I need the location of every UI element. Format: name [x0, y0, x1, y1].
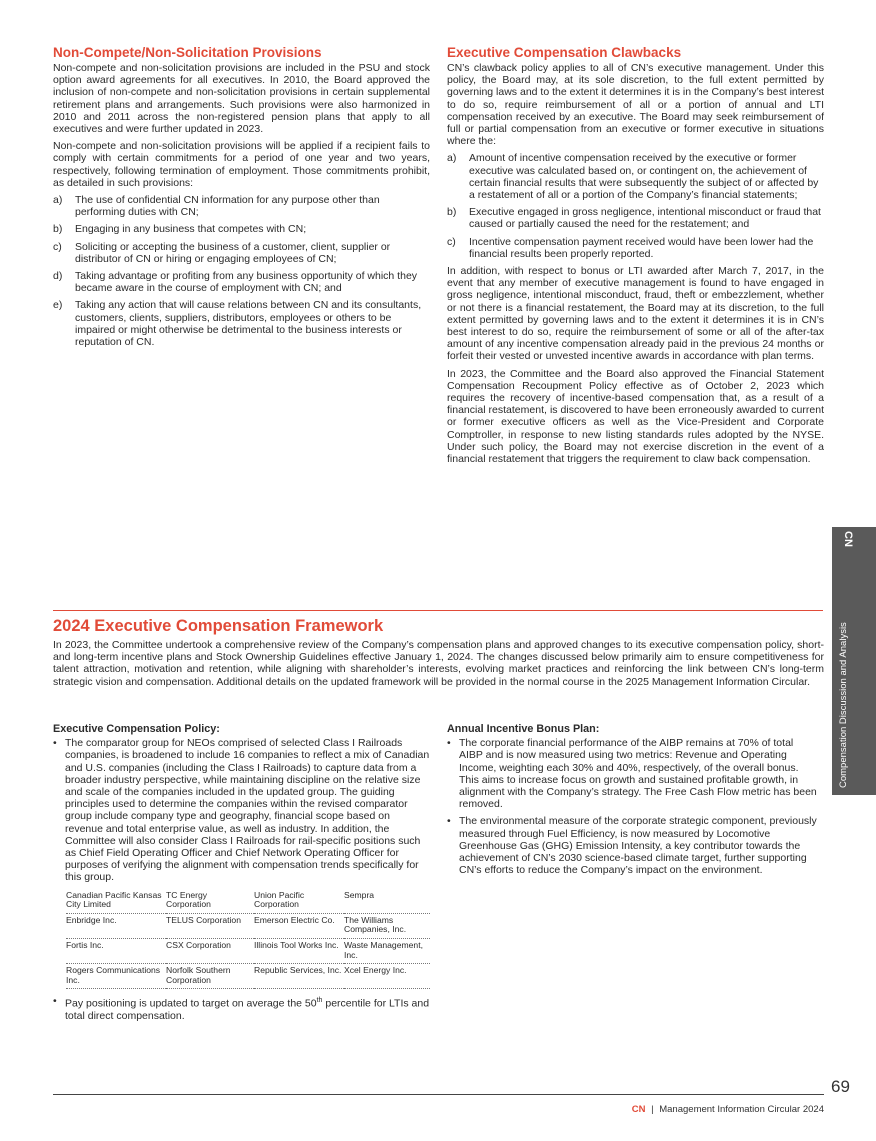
footer-rule: [53, 1094, 824, 1095]
bullet-icon: •: [447, 815, 451, 828]
footer-brand: CN: [631, 1104, 646, 1115]
table-cell: Waste Management, Inc.: [344, 939, 430, 964]
bullet-icon: •: [447, 737, 451, 750]
list-item: [447, 152, 824, 201]
table-cell: Rogers Communications Inc.: [66, 964, 166, 989]
list-item-text: The comparator group for NEOs comprised of selected Class I Railroads companies, is broadened to include 16 companies to reflect a mix of Canadian and U.S. companies (including the Class I Railroads) to capture data from a broader industry perspective, while maintaining discipline on the relative size and scale of the companies included in the updated group. The guiding principles used to determine the companies within the revised comparator group include company type and geography, financial scope based on revenue and total enterprise value, as well as industry. In addition, the Committee will also consider Class I Railroads for rail-specific positions such as Chief Field Operating Officer and Chief Network Operating Officer for purposes of verifying the alignment with compensation trends specifically for this group.: [65, 737, 430, 884]
table-cell: Sempra: [344, 889, 430, 914]
clawbacks-list: [447, 152, 824, 260]
framework-intro: In 2023, the Committee undertook a comprehensive review of the Company’s compensation plans and approved changes to its executive compensation policy, short- and long-term incentive plans and Stock Ownership Guidelines effective January 1, 2024. The changes discussed below primarily aim to ensure competitiveness for talent attraction, motivation and retention, while aligning with shareholder’s interests, evolving market practices and reinforcing the link between CN’s long-term strategic vision and compensation. Additional details on the updated framework will be provided in the normal course in the 2025 Management Information Circular.: [53, 639, 824, 688]
list-item: [53, 223, 430, 235]
clawbacks-heading: Executive Compensation Clawbacks: [447, 45, 682, 60]
policy-bullets: [53, 737, 430, 883]
footer-document-title: Management Information Circular 2024: [659, 1104, 824, 1115]
list-item: [53, 270, 430, 294]
list-item-text: Taking any action that will cause relations between CN and its consultants, customers, clients, suppliers, distributors, employees or others to be impaired or might otherwise be detrimental to the business interests or reputation of CN.: [75, 299, 422, 349]
list-item: [447, 737, 817, 810]
list-marker: b): [447, 206, 457, 219]
table-cell: Emerson Electric Co.: [254, 913, 344, 938]
policy-section: [53, 723, 430, 1027]
table-cell: Fortis Inc.: [66, 939, 166, 964]
aibp-section: [447, 723, 817, 881]
sidebar-section-label: Compensation Discussion and Analysis: [838, 622, 849, 788]
table-cell: Union Pacific Corporation: [254, 889, 344, 914]
bullet-icon: •: [53, 737, 57, 750]
non-compete-paragraph-2: Non-compete and non-solicitation provisions will be applied if a recipient fails to comply with certain commitments for a period of one year and two years, respectively, following termination of employment. Those commitments prohibit, as detailed in such provisions:: [53, 140, 430, 189]
clawbacks-section: [447, 45, 824, 470]
table-row: [66, 939, 430, 964]
table-cell: CSX Corporation: [166, 939, 254, 964]
list-item-text: Executive engaged in gross negligence, intentional misconduct or fraud that caused or partially caused the need for the restatement; and: [469, 206, 821, 231]
clawbacks-paragraph-1: CN’s clawback policy applies to all of CN’s executive management. Under this policy, the Board may, at its sole discretion, to the full extent permitted by governing laws and to the extent it determines it is in the Company’s best interest to do so, require reimbursement of all or a portion of annual and LTI compensation received by an executive. The Board may seek reimbursement of full or partial compensation from an executive or former executive in situations where the:: [447, 62, 824, 148]
list-item-text: Engaging in any business that competes with CN;: [75, 223, 307, 236]
footer-separator: |: [651, 1104, 654, 1115]
list-item: [53, 299, 430, 348]
list-item-text: The corporate financial performance of the AIBP remains at 70% of total AIBP and is now measured using two metrics: Revenue and Operating Income, weighting each 30% and 40%, respectively, of the overall bonus. This aims to increase focus on growth and sustained profitable growth, in alignment with the Company’s strategy. The Free Cash Flow metric has been removed.: [459, 737, 817, 811]
superscript: th: [316, 997, 323, 1005]
non-compete-paragraph-1: Non-compete and non-solicitation provisions are included in the PSU and stock option award agreements for all executives. In 2010, the Board approved the inclusion of non-compete and non-solicitation provisions in certain supplemental retirement plans and arrangements. Such provisions were also harmonized in 2010 and 2011 across the non-registered pension plans that apply to all executives and were further updated in 2023.: [53, 62, 430, 136]
non-compete-list: [53, 194, 430, 348]
list-item-text: percentile for LTIs and total direct compensation.: [65, 997, 430, 1023]
aibp-heading: Annual Incentive Bonus Plan:: [447, 723, 600, 735]
clawbacks-paragraph-2: In addition, with respect to bonus or LTI awarded after March 7, 2017, in the event that any member of executive management is found to have engaged in gross negligence, intentional misconduct, fraud, theft or embezzlement, whether or not there is a financial restatement, the Board may at its discretion, to the full extent permitted by governing laws and to the extent it determines it is in CN’s best interest to do so, require the reimbursement of some or all of the after-tax amount of any incentive compensation already paid in the previous 24 months or forfeit their vested or unvested incentive awards in accordance with plan terms.: [447, 265, 824, 363]
policy-heading: Executive Compensation Policy:: [53, 723, 220, 735]
bullet-icon: •: [53, 995, 57, 1008]
list-item-text: Incentive compensation payment received would have been lower had the financial results been properly reported.: [469, 235, 814, 260]
list-marker: d): [53, 270, 63, 283]
clawbacks-paragraph-3: In 2023, the Committee and the Board also approved the Financial Statement Compensation Recoupment Policy effective as of October 2, 2023 which requires the recovery of incentive-based compensation that, as a result of a financial restatement, is discovered to have been erroneously awarded to current or former executive officers as well as the Vice-President and Corporate Comptroller, in response to new listing standards rules adopted by the NYSE. Under such policy, the Board may not exercise discretion in the event of a financial restatement that triggers the requirement to claw back compensation.: [447, 367, 824, 466]
table-cell: The Williams Companies, Inc.: [344, 913, 430, 938]
aibp-bullets: [447, 737, 817, 876]
table-row: [66, 964, 430, 989]
table-cell: TC Energy Corporation: [166, 889, 254, 914]
table-row: [66, 913, 430, 938]
list-marker: a): [53, 194, 63, 207]
list-marker: c): [53, 240, 62, 253]
list-marker: c): [447, 235, 456, 248]
page-number: 69: [831, 1077, 850, 1096]
list-item: [53, 737, 430, 883]
list-item: [53, 241, 430, 265]
policy-bullets-2: [53, 995, 430, 1022]
table-row: [66, 889, 430, 914]
footer-title: [560, 1104, 824, 1115]
framework-heading: 2024 Executive Compensation Framework: [53, 617, 384, 635]
non-compete-heading: Non-Compete/Non-Solicitation Provisions: [53, 45, 322, 60]
list-marker: b): [53, 223, 63, 236]
list-item: [447, 815, 817, 876]
cn-logo: CN: [842, 531, 854, 547]
list-item-text: Amount of incentive compensation received by the executive or former executive was calculated based on, or contingent on, the achievement of certain financial results that were subsequently the subject of or affected by a restatement of all or a portion of the Company’s financial statements;: [469, 152, 819, 202]
list-item-text: Pay positioning is updated to target on average the 50: [65, 997, 317, 1010]
table-cell: TELUS Corporation: [166, 913, 254, 938]
table-cell: Norfolk Southern Corporation: [166, 964, 254, 989]
table-cell: Enbridge Inc.: [66, 913, 166, 938]
list-item: [447, 206, 824, 230]
list-item-text: Soliciting or accepting the business of a customer, client, supplier or distributor of CN or hiring or engaging employees of CN;: [75, 240, 391, 265]
table-cell: Canadian Pacific Kansas City Limited: [66, 889, 166, 914]
list-marker: a): [447, 152, 457, 165]
list-item-text: The environmental measure of the corporate strategic component, previously measured through Fuel Efficiency, is now measured by Locomotive Greenhouse Gas (GHG) Emission Intensity, a key contributor towards the achievement of CN’s 2030 science-based climate target, further supporting CN’s efforts to reduce the Company’s impact on the environment.: [459, 815, 817, 877]
list-item: [53, 995, 430, 1022]
list-item: [53, 194, 430, 218]
list-item-text: The use of confidential CN information for any purpose other than performing duties with CN;: [75, 194, 380, 219]
table-cell: Republic Services, Inc.: [254, 964, 344, 989]
list-item-text: Taking advantage or profiting from any business opportunity of which they became aware in the course of employment with CN; and: [75, 270, 418, 295]
framework-section: [53, 617, 824, 693]
table-cell: Xcel Energy Inc.: [344, 964, 430, 989]
peer-group-table: [66, 889, 430, 990]
list-marker: e): [53, 299, 63, 312]
section-divider: [53, 610, 823, 611]
table-cell: Illinois Tool Works Inc.: [254, 939, 344, 964]
list-item: [447, 236, 824, 260]
non-compete-section: [53, 45, 430, 353]
